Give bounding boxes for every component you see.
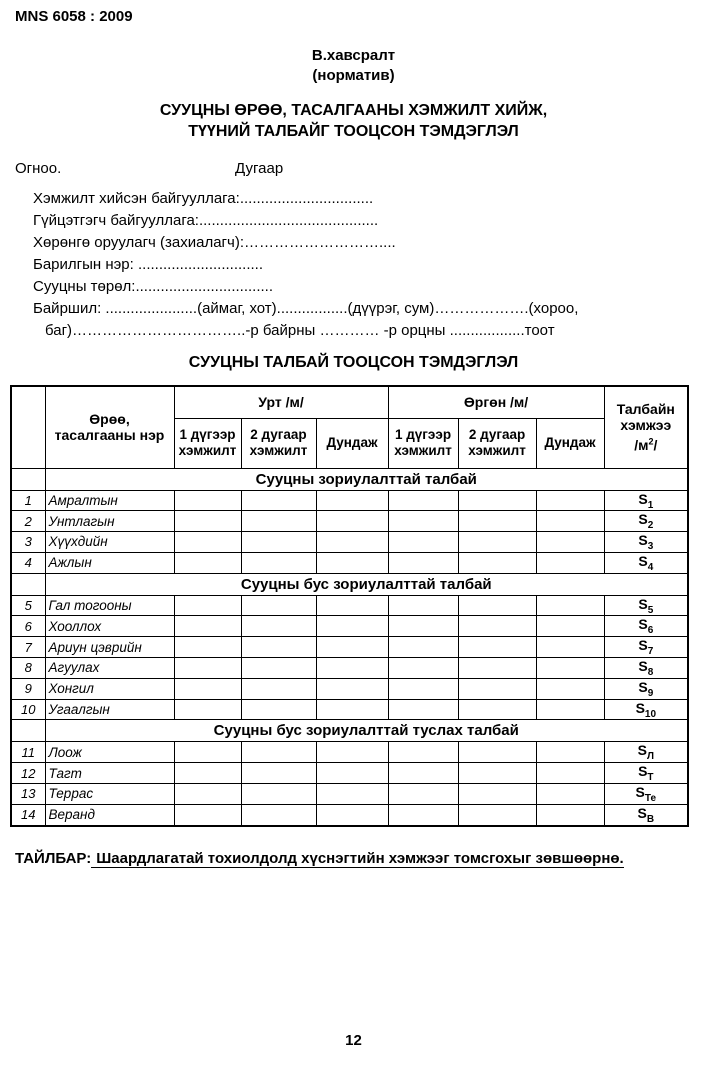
row-number-cell: 8 (11, 658, 45, 679)
row-number-cell: 6 (11, 616, 45, 637)
measurement-cell (458, 490, 536, 511)
measurement-cell (536, 678, 604, 699)
measurement-cell (316, 742, 388, 763)
area-symbol-cell: $S_2$ (604, 511, 688, 532)
table-row (11, 552, 688, 573)
note (15, 849, 707, 869)
form-line-location-continued: баг)……………………………..-р байрны ………… -р орцны ..................тоот (45, 322, 555, 339)
measurement-cell (536, 763, 604, 784)
document-title-line1: СУУЦНЫ ӨРӨӨ, ТАСАЛГААНЫ ХЭМЖИЛТ ХИЙЖ, (159, 102, 548, 119)
date-number-row (0, 160, 707, 180)
measurement-cell (536, 742, 604, 763)
measurement-cell (241, 742, 316, 763)
measurement-cell (316, 784, 388, 805)
measurement-cell (174, 678, 241, 699)
measurement-cell (174, 595, 241, 616)
standard-code: MNS 6058 : 2009 (15, 8, 133, 25)
area-calculation-table (10, 385, 689, 827)
page-number: 12 (345, 1032, 362, 1049)
area-header-line1: Талбайн (616, 401, 675, 418)
row-number-cell: 13 (11, 784, 45, 805)
length-second-measure-header: 2 дугаар хэмжилт (241, 418, 316, 468)
row-number-column-header (11, 386, 45, 468)
area-symbol-cell: $S_8$ (604, 658, 688, 679)
measurement-cell (388, 552, 458, 573)
measurement-cell (241, 637, 316, 658)
measurement-cell (174, 742, 241, 763)
measurement-cell (536, 658, 604, 679)
measurement-cell (241, 511, 316, 532)
table-row (11, 699, 688, 720)
measurement-cell (174, 532, 241, 553)
measurement-cell (458, 804, 536, 825)
row-number-cell (11, 573, 45, 595)
annex-type: (норматив) (312, 67, 395, 84)
room-name-cell: Веранд (45, 804, 174, 825)
form-line-housing-type: Сууцны төрөл:................................. (33, 278, 273, 295)
measurement-cell (316, 552, 388, 573)
annex-block (0, 46, 707, 86)
room-name-cell: Террас (45, 784, 174, 805)
measurement-cell (458, 699, 536, 720)
measurement-cell (174, 804, 241, 825)
measurement-cell (241, 763, 316, 784)
width-average-header: Дундаж (536, 418, 604, 468)
measurement-cell (388, 637, 458, 658)
measurement-cell (316, 511, 388, 532)
room-name-cell: Унтлагын (45, 511, 174, 532)
measurement-cell (388, 742, 458, 763)
measurement-cell (536, 532, 604, 553)
room-name-cell: Хүүхдийн (45, 532, 174, 553)
measurement-cell (388, 532, 458, 553)
row-number-cell: 7 (11, 637, 45, 658)
area-symbol-cell: $S_{10}$ (604, 699, 688, 720)
row-number-cell: 9 (11, 678, 45, 699)
table-row (11, 637, 688, 658)
table-title: СУУЦНЫ ТАЛБАЙ ТООЦСОН ТЭМДЭГЛЭЛ (188, 354, 519, 371)
measurement-cell (458, 784, 536, 805)
table-header-group-row (11, 386, 688, 418)
measurement-cell (536, 637, 604, 658)
area-symbol-cell: $S_3$ (604, 532, 688, 553)
row-number-cell: 4 (11, 552, 45, 573)
measurement-cell (536, 616, 604, 637)
form-line-building-name: Барилгын нэр: .............................. (33, 256, 264, 273)
area-symbol-cell: $S_9$ (604, 678, 688, 699)
date-label: Огноо. (15, 160, 62, 177)
measurement-cell (536, 804, 604, 825)
measurement-cell (536, 552, 604, 573)
room-name-column-header: Өрөө, тасалгааны нэр (45, 386, 174, 468)
measurement-cell (174, 511, 241, 532)
measurement-cell (174, 616, 241, 637)
measurement-cell (458, 595, 536, 616)
room-name-cell: Гал тогооны (45, 595, 174, 616)
measurement-cell (458, 532, 536, 553)
measurement-cell (316, 763, 388, 784)
measurement-cell (458, 637, 536, 658)
measurement-cell (174, 763, 241, 784)
measurement-cell (241, 784, 316, 805)
length-first-measure-header: 1 дүгээр хэмжилт (174, 418, 241, 468)
length-group-header: Урт /м/ (174, 386, 388, 418)
form-line-investor: Хөрөнгө оруулагч (захиалагч):……………………….... (33, 234, 396, 251)
measurement-cell (316, 699, 388, 720)
measurement-cell (316, 490, 388, 511)
form-line-organization: Хэмжилт хийсэн байгууллага:................................ (33, 190, 374, 207)
area-symbol-cell: $S_5$ (604, 595, 688, 616)
row-number-cell (11, 468, 45, 490)
section-header-row (11, 573, 688, 595)
measurement-cell (241, 490, 316, 511)
annex-title: В.хавсралт (311, 47, 396, 64)
section-title-cell: Сууцны бус зориулалттай талбай (45, 573, 688, 595)
measurement-cell (241, 804, 316, 825)
table-row (11, 490, 688, 511)
row-number-cell: 14 (11, 804, 45, 825)
measurement-cell (388, 658, 458, 679)
row-number-cell: 10 (11, 699, 45, 720)
table-row (11, 532, 688, 553)
measurement-cell (536, 490, 604, 511)
measurement-cell (316, 804, 388, 825)
room-name-cell: Ариун цэврийн (45, 637, 174, 658)
table-row (11, 784, 688, 805)
row-number-cell (11, 720, 45, 742)
measurement-cell (174, 784, 241, 805)
number-label: Дугаар (235, 160, 284, 177)
table-row (11, 763, 688, 784)
area-symbol-cell: $S_Л$ (604, 742, 688, 763)
measurement-cell (174, 637, 241, 658)
section-title-cell: Сууцны зориулалттай талбай (45, 468, 688, 490)
measurement-cell (458, 552, 536, 573)
measurement-cell (458, 511, 536, 532)
measurement-cell (241, 595, 316, 616)
measurement-cell (388, 490, 458, 511)
measurement-cell (174, 658, 241, 679)
room-name-cell: Агуулах (45, 658, 174, 679)
table-row (11, 678, 688, 699)
area-column-header (604, 386, 688, 468)
measurement-cell (536, 784, 604, 805)
measurement-cell (388, 784, 458, 805)
area-symbol-cell: $S_В$ (604, 804, 688, 825)
area-symbol-cell: $S_7$ (604, 637, 688, 658)
width-second-measure-header: 2 дугаар хэмжилт (458, 418, 536, 468)
note-text: Шаардлагатай тохиолдолд хүснэгтийн хэмжээг томсгохыг зөвшөөрнө. (91, 850, 624, 868)
measurement-cell (241, 658, 316, 679)
area-symbol-cell: $S_6$ (604, 616, 688, 637)
document-title (0, 100, 707, 142)
section-header-row (11, 468, 688, 490)
measurement-cell (388, 763, 458, 784)
area-symbol-cell: $S_4$ (604, 552, 688, 573)
room-name-cell: Хооллох (45, 616, 174, 637)
measurement-cell (316, 532, 388, 553)
measurement-cell (174, 552, 241, 573)
row-number-cell: 12 (11, 763, 45, 784)
row-number-cell: 11 (11, 742, 45, 763)
measurement-cell (388, 616, 458, 637)
section-title-cell: Сууцны бус зориулалттай туслах талбай (45, 720, 688, 742)
measurement-cell (316, 678, 388, 699)
measurement-cell (388, 804, 458, 825)
measurement-cell (458, 678, 536, 699)
form-fields (0, 188, 707, 342)
table-row (11, 658, 688, 679)
document-title-line2: ТҮҮНИЙ ТАЛБАЙГ ТООЦСОН ТЭМДЭГЛЭЛ (188, 123, 519, 140)
room-name-cell: Тагт (45, 763, 174, 784)
area-header-line2: хэмжээ (620, 417, 672, 434)
room-name-cell: Хонгил (45, 678, 174, 699)
measurement-cell (241, 532, 316, 553)
measurement-cell (536, 595, 604, 616)
measurement-cell (316, 637, 388, 658)
measurement-cell (316, 595, 388, 616)
measurement-cell (241, 552, 316, 573)
measurement-cell (458, 658, 536, 679)
form-line-executor: Гүйцэтгэгч байгууллага:........................................... (33, 212, 379, 229)
area-symbol-cell: $S_{Те}$ (604, 784, 688, 805)
measurement-cell (316, 616, 388, 637)
measurement-cell (174, 490, 241, 511)
row-number-cell: 2 (11, 511, 45, 532)
room-name-cell: Угаалгын (45, 699, 174, 720)
area-symbol-cell: $S_Т$ (604, 763, 688, 784)
table-row (11, 616, 688, 637)
width-group-header: Өргөн /м/ (388, 386, 604, 418)
section-header-row (11, 720, 688, 742)
measurement-cell (458, 763, 536, 784)
measurement-cell (241, 616, 316, 637)
measurement-cell (388, 595, 458, 616)
row-number-cell: 1 (11, 490, 45, 511)
table-row (11, 595, 688, 616)
measurement-cell (536, 699, 604, 720)
measurement-cell (174, 699, 241, 720)
measurement-cell (388, 678, 458, 699)
room-name-cell: Лоож (45, 742, 174, 763)
measurement-cell (458, 616, 536, 637)
measurement-cell (536, 511, 604, 532)
table-row (11, 511, 688, 532)
measurement-cell (316, 658, 388, 679)
row-number-cell: 3 (11, 532, 45, 553)
measurement-cell (241, 699, 316, 720)
area-unit: $/м^2/$ (634, 436, 658, 454)
measurement-cell (388, 699, 458, 720)
width-first-measure-header: 1 дүгээр хэмжилт (388, 418, 458, 468)
table-row (11, 804, 688, 825)
area-symbol-cell: $S_1$ (604, 490, 688, 511)
measurement-cell (458, 742, 536, 763)
table-row (11, 742, 688, 763)
length-average-header: Дундаж (316, 418, 388, 468)
room-name-cell: Ажлын (45, 552, 174, 573)
row-number-cell: 5 (11, 595, 45, 616)
form-line-location: Байршил: ......................(аймаг, хот).................(дүүрэг, сум)……………….(хороо, (33, 300, 579, 317)
note-label: ТАЙЛБАР: (15, 849, 92, 867)
measurement-cell (388, 511, 458, 532)
measurement-cell (241, 678, 316, 699)
room-name-cell: Амралтын (45, 490, 174, 511)
